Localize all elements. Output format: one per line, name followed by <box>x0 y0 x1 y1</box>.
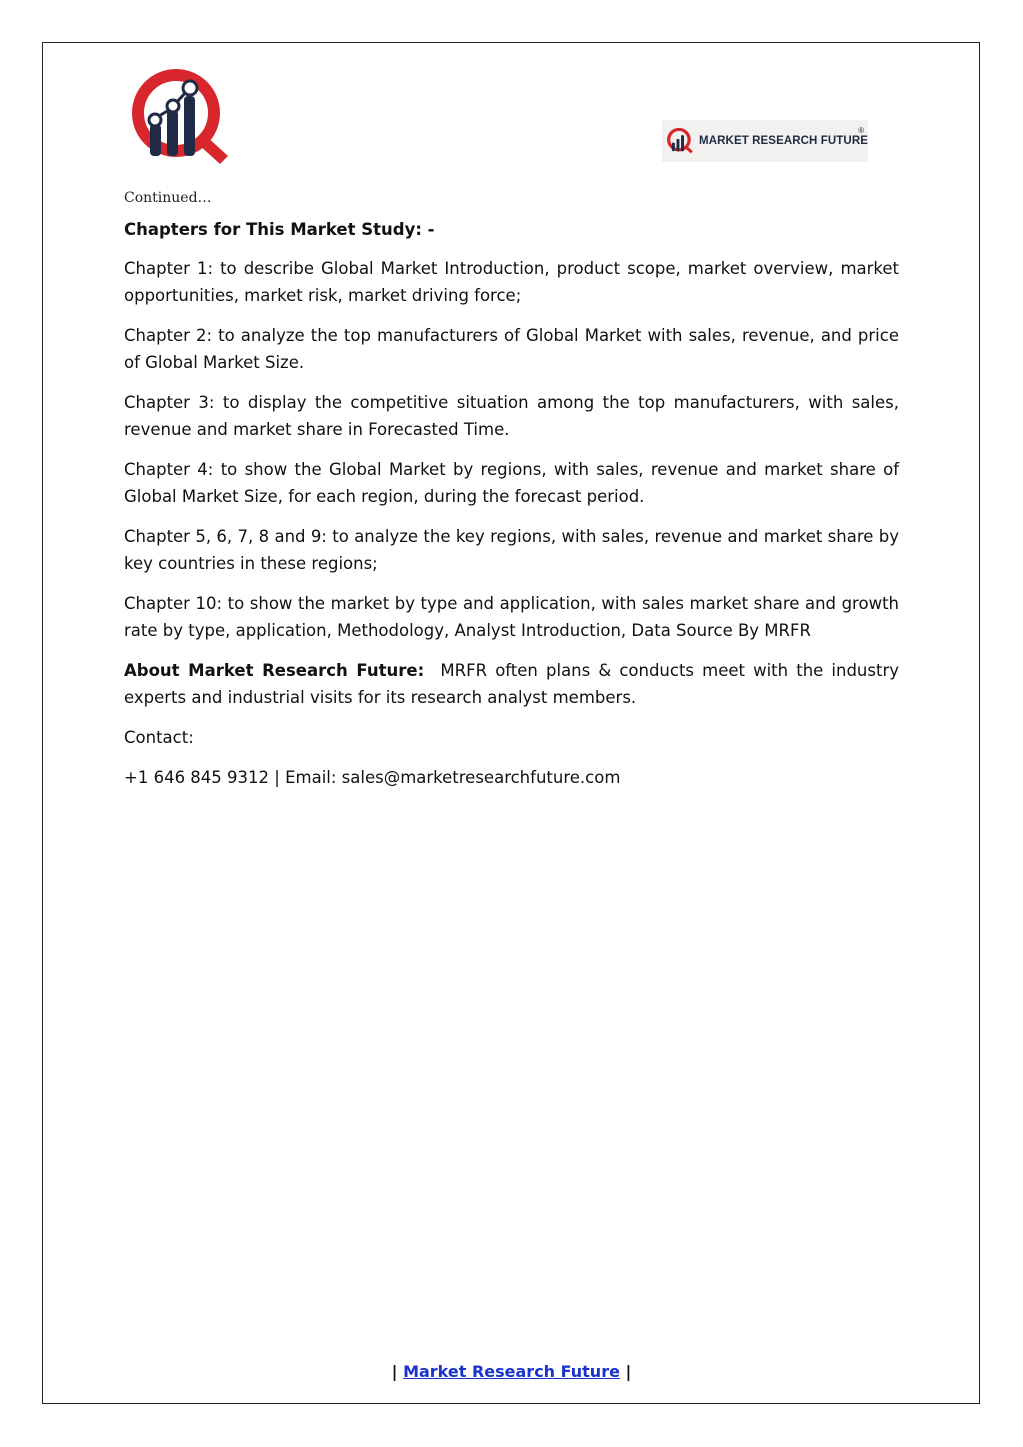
page-footer <box>0 1362 1023 1381</box>
footer-link[interactable]: Market Research Future <box>403 1362 620 1381</box>
footer-pipe-left: | <box>391 1362 398 1381</box>
about-label: About Market Research Future: <box>124 661 425 680</box>
mrfr-wordmark-logo <box>662 120 868 162</box>
contact-line: +1 646 845 9312 | Email: sales@marketresearchfuture.com <box>124 768 621 787</box>
mrfr-logo-icon <box>128 66 236 170</box>
continued-label: Continued… <box>124 190 212 206</box>
document-body <box>124 190 899 804</box>
mrfr-small-logo-icon <box>666 124 695 158</box>
logo-wordmark-text: MARKET RESEARCH FUTURE <box>699 135 868 147</box>
about-paragraph <box>124 657 899 711</box>
footer-pipe-right: | <box>625 1362 632 1381</box>
chapter-paragraph: Chapter 10: to show the market by type and application, with sales market share and growth rate by type, application, Methodology, Analyst Introduction, Data Source By MRFR <box>124 594 899 640</box>
registered-mark: ® <box>858 126 864 135</box>
chapter-paragraph: Chapter 1: to describe Global Market Introduction, product scope, market overview, market opportunities, market risk, market driving force; <box>124 259 899 305</box>
chapter-paragraph: Chapter 5, 6, 7, 8 and 9: to analyze the key regions, with sales, revenue and market share by key countries in these regions; <box>124 527 899 573</box>
contact-label: Contact: <box>124 728 194 747</box>
chapter-paragraph: Chapter 3: to display the competitive situation among the top manufacturers, with sales, revenue and market share in Forecasted Time. <box>124 393 899 439</box>
chapter-paragraph: Chapter 4: to show the Global Market by regions, with sales, revenue and market share of Global Market Size, for each region, during the forecast period. <box>124 460 899 506</box>
about-text: MRFR often plans & conducts meet with the industry experts and industrial visits for its research analyst members. <box>124 661 900 707</box>
chapters-heading: Chapters for This Market Study: - <box>124 220 435 239</box>
chapter-paragraph: Chapter 2: to analyze the top manufacturers of Global Market with sales, revenue, and price of Global Market Size. <box>124 326 899 372</box>
